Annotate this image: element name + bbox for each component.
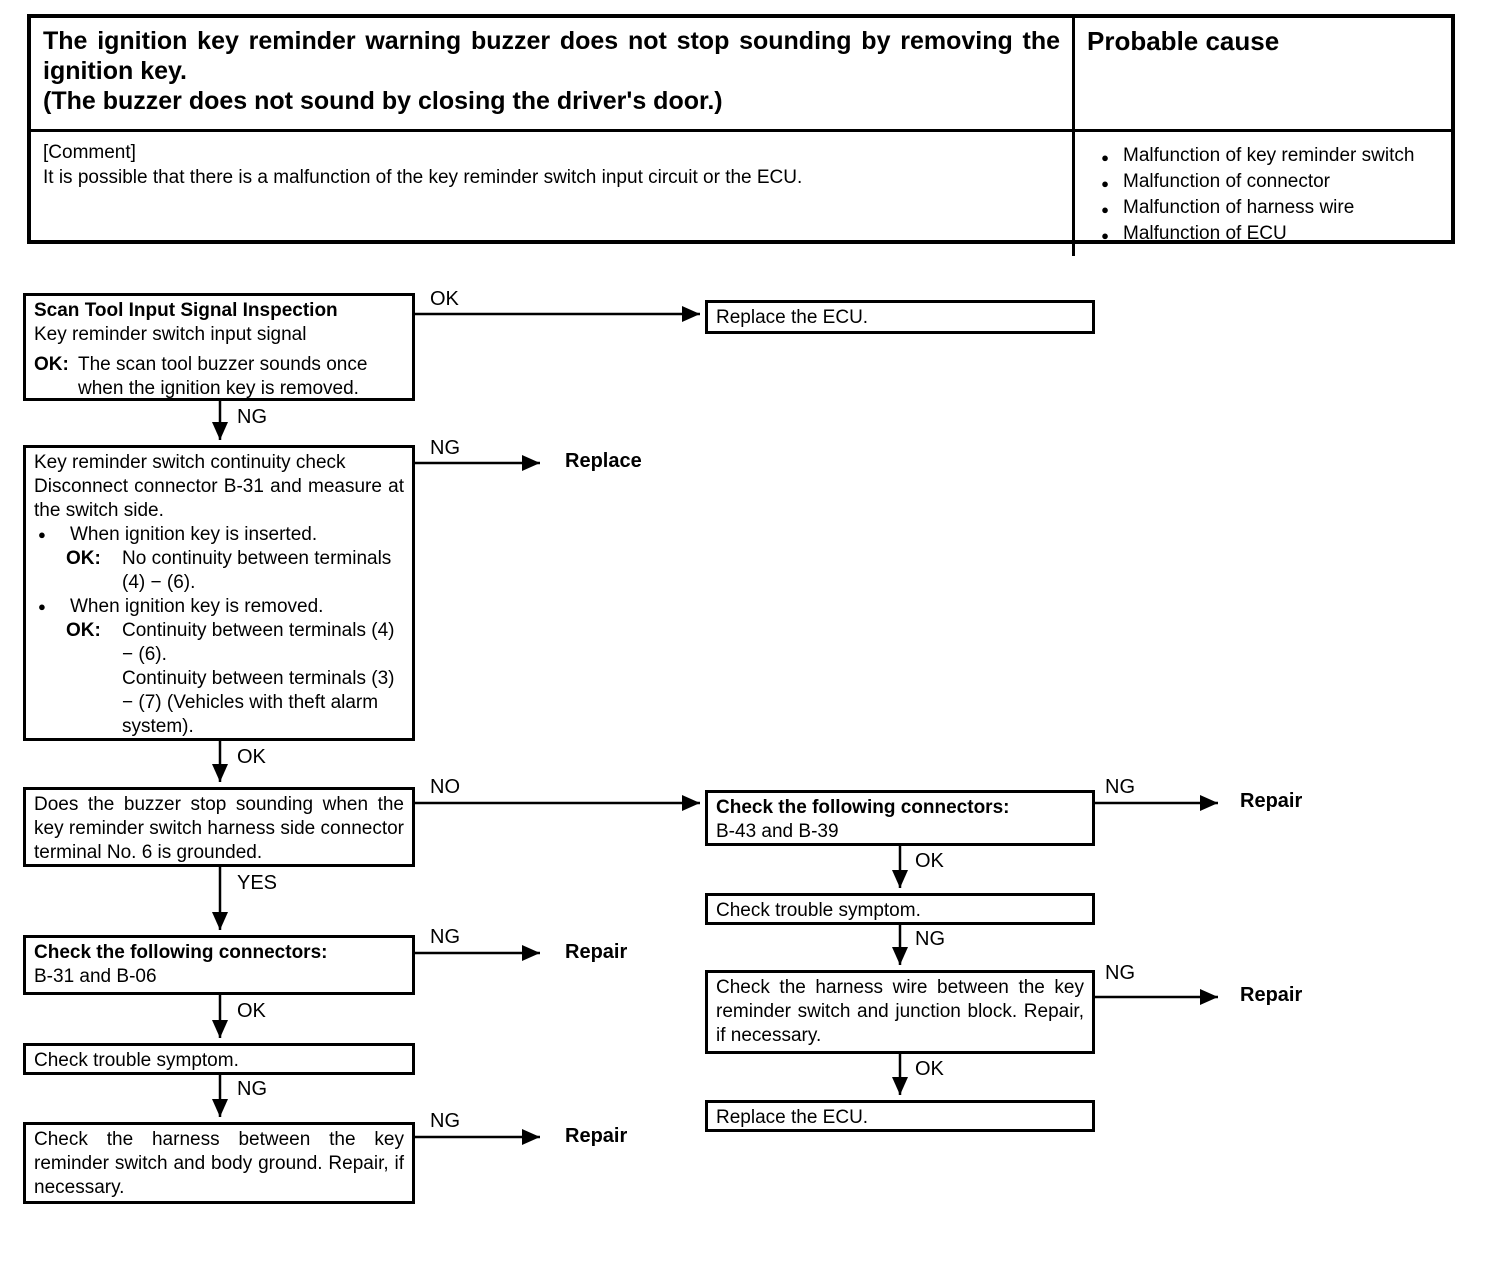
ok-text: [122, 619, 404, 739]
arrow-label-ng: NG: [237, 1078, 267, 1100]
comment-text: It is possible that there is a malfunction of the key reminder switch input circuit or the ECU.: [43, 167, 803, 188]
flow-box-check-harness-junction-block: [705, 970, 1095, 1054]
cause-item: [1087, 196, 1439, 222]
bullet-icon: ●: [38, 599, 46, 614]
arrow-label-ng: NG: [1105, 776, 1135, 798]
ok-condition: [66, 547, 404, 595]
arrow-label-ok: OK: [237, 746, 266, 768]
box-subtitle: Key reminder switch input signal: [34, 324, 307, 345]
ok-text-line1: Continuity between terminals (4) − (6).: [122, 620, 395, 665]
bullet-text: When ignition key is removed.: [70, 596, 324, 617]
arrow-label-ok: OK: [915, 1058, 944, 1080]
box-text: Replace the ECU.: [716, 1107, 869, 1128]
ok-label: OK:: [66, 620, 101, 641]
bullet-icon: ●: [1101, 150, 1109, 165]
comment-cell: [31, 132, 1075, 256]
flow-box-replace-ecu-bottom: [705, 1100, 1095, 1132]
box-title: Scan Tool Input Signal Inspection: [34, 300, 338, 321]
arrow-label-ok: OK: [915, 850, 944, 872]
flow-box-continuity-check: [23, 445, 415, 741]
flow-box-check-harness-body-ground: [23, 1122, 415, 1204]
arrow-label-ng: NG: [1105, 962, 1135, 984]
box-text: B-31 and B-06: [34, 966, 157, 987]
symptom-table: [27, 14, 1455, 244]
causes-cell: [1075, 132, 1451, 256]
cause-item: [1087, 144, 1439, 170]
ok-text: No continuity between terminals (4) − (6).: [122, 548, 392, 593]
box-text: Check trouble symptom.: [34, 1050, 239, 1071]
arrow-label-ok: OK: [237, 1000, 266, 1022]
terminal-repair: Repair: [565, 1125, 628, 1147]
flow-box-check-trouble-symptom-right: [705, 893, 1095, 925]
ok-label: OK:: [34, 354, 69, 375]
ok-condition: [34, 353, 404, 401]
flow-box-buzzer-stop-question: [23, 787, 415, 867]
flow-box-scan-tool-inspection: [23, 293, 415, 401]
box-intro: Disconnect connector B-31 and measure at the switch side.: [34, 476, 404, 521]
symptom-cell: [31, 18, 1075, 132]
arrow-label-yes: YES: [237, 872, 278, 894]
arrow-label-ng: NG: [430, 1110, 460, 1132]
bullet-text: When ignition key is inserted.: [70, 524, 318, 545]
ok-text-line2: Continuity between terminals (3) − (7) (Vehicles with theft alarm system).: [122, 668, 395, 737]
ok-label: OK:: [66, 548, 101, 569]
arrow-label-ok: OK: [430, 288, 459, 310]
cause-text: Malfunction of connector: [1123, 171, 1331, 192]
flow-box-check-trouble-symptom-left: [23, 1043, 415, 1075]
box-title: Key reminder switch continuity check: [34, 452, 346, 473]
box-text: Check the harness wire between the key reminder switch and junction block. Repair, if necessary.: [716, 977, 1084, 1046]
cause-text: Malfunction of ECU: [1123, 223, 1287, 244]
cause-item: [1087, 222, 1439, 248]
probable-cause-title: Probable cause: [1087, 26, 1280, 56]
bullet-condition: [34, 595, 404, 619]
box-text: Check trouble symptom.: [716, 900, 921, 921]
terminal-repair: Repair: [565, 941, 628, 963]
bullet-icon: ●: [1101, 202, 1109, 217]
flow-box-check-connectors-b43-b39: [705, 790, 1095, 846]
cause-item: [1087, 170, 1439, 196]
flow-box-replace-ecu-top: [705, 300, 1095, 334]
ok-condition: [66, 619, 404, 739]
arrow-label-ng: NG: [237, 406, 267, 428]
box-title: Check the following connectors:: [34, 942, 328, 963]
bullet-condition: [34, 523, 404, 547]
box-text: Replace the ECU.: [716, 307, 869, 328]
box-text: Check the harness between the key reminder switch and body ground. Repair, if necessary.: [34, 1129, 404, 1198]
arrow-label-no: NO: [430, 776, 460, 798]
box-text: Does the buzzer stop sounding when the key reminder switch harness side connector terminal No. 6 is grounded.: [34, 794, 404, 863]
terminal-repair: Repair: [1240, 790, 1303, 812]
ok-text: The scan tool buzzer sounds once when the ignition key is removed.: [78, 354, 368, 399]
arrow-label-ng: NG: [430, 926, 460, 948]
bullet-icon: ●: [1101, 176, 1109, 191]
symptom-text: The ignition key reminder warning buzzer does not stop sounding by removing the ignition key.: [43, 27, 1060, 85]
symptom-note: (The buzzer does not sound by closing the driver's door.): [43, 87, 723, 115]
cause-text: Malfunction of harness wire: [1123, 197, 1355, 218]
bullet-icon: ●: [38, 527, 46, 542]
arrow-label-ng: NG: [915, 928, 945, 950]
terminal-repair: Repair: [1240, 984, 1303, 1006]
arrow-label-ng: NG: [430, 437, 460, 459]
box-title: Check the following connectors:: [716, 797, 1010, 818]
flow-box-check-connectors-b31-b06: [23, 935, 415, 995]
box-text: B-43 and B-39: [716, 821, 839, 842]
bullet-icon: ●: [1101, 228, 1109, 243]
probable-cause-header: [1075, 18, 1451, 132]
comment-label: [Comment]: [43, 142, 136, 163]
terminal-replace: Replace: [565, 450, 642, 472]
cause-text: Malfunction of key reminder switch: [1123, 145, 1415, 166]
